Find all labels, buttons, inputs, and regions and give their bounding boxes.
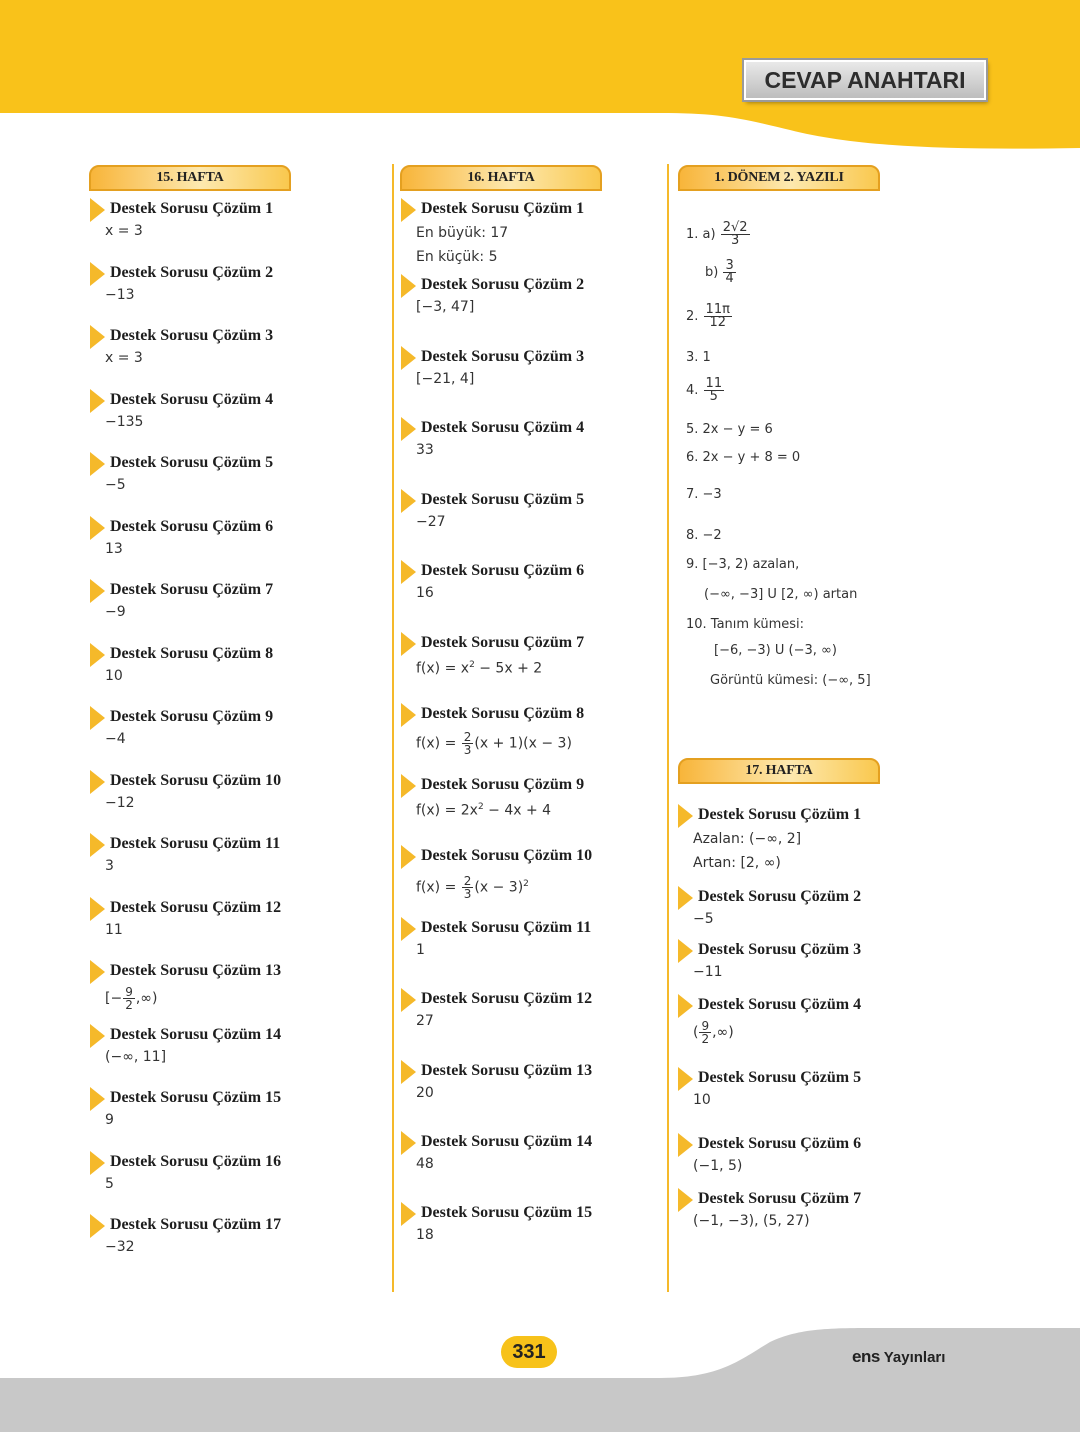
list-item: Destek Sorusu Çözüm 8 10 [88, 643, 273, 687]
answer: 27 [416, 1013, 434, 1029]
exam-q8: 8. −2 [686, 528, 722, 543]
answer: 48 [416, 1156, 434, 1172]
exam-q7: 7. −3 [686, 487, 722, 502]
list-item: Destek Sorusu Çözüm 16 5 [88, 1151, 281, 1195]
triangle-bullet-icon [678, 1067, 693, 1091]
triangle-bullet-icon [401, 1131, 416, 1155]
triangle-bullet-icon [90, 833, 105, 857]
week-17-header: 17. HAFTA [678, 758, 880, 784]
answer: 20 [416, 1085, 434, 1101]
triangle-bullet-icon [90, 262, 105, 286]
triangle-bullet-icon [90, 770, 105, 794]
triangle-bullet-icon [90, 897, 105, 921]
triangle-bullet-icon [401, 1202, 416, 1226]
answer: 18 [416, 1227, 434, 1243]
triangle-bullet-icon [90, 579, 105, 603]
column-divider [667, 164, 669, 1292]
answer: 11 [105, 922, 123, 938]
list-item: Destek Sorusu Çözüm 3 [−21, 4] [399, 346, 584, 390]
answer: −4 [105, 731, 126, 747]
answer: −12 [105, 795, 135, 811]
list-item: Destek Sorusu Çözüm 8 f(x) = $\frac{2}{3}$ (x + 1)(x − 3) [399, 703, 584, 756]
triangle-bullet-icon [678, 994, 693, 1018]
list-item: Destek Sorusu Çözüm 4 ( $\frac{9}{2}$ ,∞) [676, 994, 861, 1045]
list-item: Destek Sorusu Çözüm 11 1 [399, 917, 591, 961]
answer: [−3, 47] [416, 299, 475, 315]
exam-q5: 5. 2x − y = 6 [686, 422, 773, 437]
list-item: Destek Sorusu Çözüm 10 −12 [88, 770, 281, 814]
answer: −5 [105, 477, 126, 493]
list-item: Destek Sorusu Çözüm 12 27 [399, 988, 592, 1032]
answer: 13 [105, 541, 123, 557]
list-item: Destek Sorusu Çözüm 6 16 [399, 560, 584, 604]
exam-q1b: b) $\frac{3}{4}$ [705, 258, 734, 286]
list-item: Destek Sorusu Çözüm 6 13 [88, 516, 273, 560]
triangle-bullet-icon [678, 1188, 693, 1212]
answer: f(x) = $\frac{2}{3}$ $(x - 3)^2$ [416, 874, 529, 902]
list-item: Destek Sorusu Çözüm 14 48 [399, 1131, 592, 1175]
answer: −135 [105, 414, 144, 430]
list-item: Destek Sorusu Çözüm 2 [−3, 47] [399, 274, 584, 318]
triangle-bullet-icon [90, 516, 105, 540]
triangle-bullet-icon [401, 346, 416, 370]
answer: (−1, 5) [693, 1158, 743, 1174]
exam-q4: 4. $\frac{11}{5}$ [686, 376, 723, 404]
answer: 16 [416, 585, 434, 601]
answer: x = 3 [105, 223, 143, 239]
list-item: Destek Sorusu Çözüm 15 9 [88, 1087, 281, 1131]
triangle-bullet-icon [90, 325, 105, 349]
list-item: Destek Sorusu Çözüm 1 x = 3 [88, 198, 273, 242]
answer: ( $\frac{9}{2}$ ,∞) [693, 1019, 734, 1046]
triangle-bullet-icon [90, 706, 105, 730]
triangle-bullet-icon [90, 960, 105, 984]
answer: 3 [105, 858, 114, 874]
exam-q1a: 1. a) $\frac{2√2}{3}$ [686, 220, 748, 248]
answer: 5 [105, 1176, 114, 1192]
list-item: Destek Sorusu Çözüm 5 10 [676, 1067, 861, 1111]
answer: $f(x) = 2x^2 - 4x + 4$ [416, 802, 552, 819]
list-item: Destek Sorusu Çözüm 3 x = 3 [88, 325, 273, 369]
answer: −9 [105, 604, 126, 620]
triangle-bullet-icon [678, 1133, 693, 1157]
triangle-bullet-icon [401, 988, 416, 1012]
list-item: Destek Sorusu Çözüm 11 3 [88, 833, 280, 877]
exam-q9: 9. [−3, 2) azalan, [686, 557, 800, 572]
triangle-bullet-icon [401, 560, 416, 584]
triangle-bullet-icon [401, 845, 416, 869]
exam-q3: 3. 1 [686, 350, 711, 365]
answer: [− $\frac{9}{2}$ ,∞) [105, 985, 158, 1012]
triangle-bullet-icon [401, 417, 416, 441]
triangle-bullet-icon [401, 198, 416, 222]
triangle-bullet-icon [90, 389, 105, 413]
list-item: Destek Sorusu Çözüm 9 −4 [88, 706, 273, 750]
answer: Azalan: (−∞, 2] [693, 831, 802, 847]
page-number: 331 [501, 1336, 557, 1368]
answer: −32 [105, 1239, 135, 1255]
exam-q10-domain: [−6, −3) U (−3, ∞) [714, 643, 837, 658]
answer: [−21, 4] [416, 371, 475, 387]
answer: En küçük: 5 [416, 249, 498, 265]
list-item: Destek Sorusu Çözüm 6 (−1, 5) [676, 1133, 861, 1177]
answer: 9 [105, 1112, 114, 1128]
answer: 1 [416, 942, 425, 958]
list-item: Destek Sorusu Çözüm 7 $f(x) = x^2 - 5x + 2$ [399, 632, 584, 680]
list-item: Destek Sorusu Çözüm 5 −27 [399, 489, 584, 533]
answer: −5 [693, 911, 714, 927]
list-item: Destek Sorusu Çözüm 1 Azalan: (−∞, 2] Artan: [2, ∞) [676, 804, 861, 874]
triangle-bullet-icon [90, 1024, 105, 1048]
triangle-bullet-icon [90, 1151, 105, 1175]
triangle-bullet-icon [90, 643, 105, 667]
triangle-bullet-icon [401, 632, 416, 656]
week-15-header: 15. HAFTA [89, 165, 291, 191]
triangle-bullet-icon [401, 703, 416, 727]
list-item: Destek Sorusu Çözüm 15 18 [399, 1202, 592, 1246]
list-item: Destek Sorusu Çözüm 17 −32 [88, 1214, 281, 1258]
brand-logo: ens [852, 1347, 880, 1366]
triangle-bullet-icon [401, 274, 416, 298]
triangle-bullet-icon [401, 489, 416, 513]
list-item: Destek Sorusu Çözüm 2 −13 [88, 262, 273, 306]
triangle-bullet-icon [401, 917, 416, 941]
publisher-brand: ens Yayınları [852, 1347, 946, 1366]
list-item: Destek Sorusu Çözüm 4 33 [399, 417, 584, 461]
list-item: Destek Sorusu Çözüm 1 En büyük: 17 En küçük: 5 [399, 198, 584, 268]
exam-q10: 10. Tanım kümesi: [686, 617, 805, 632]
triangle-bullet-icon [401, 1060, 416, 1084]
answer: En büyük: 17 [416, 225, 509, 241]
answer: Artan: [2, ∞) [693, 855, 781, 871]
answer: (−∞, 11] [105, 1049, 167, 1065]
answer: 33 [416, 442, 434, 458]
answer: (−1, −3), (5, 27) [693, 1213, 810, 1229]
triangle-bullet-icon [90, 452, 105, 476]
triangle-bullet-icon [678, 939, 693, 963]
triangle-bullet-icon [678, 804, 693, 828]
exam-q10-range: Görüntü kümesi: (−∞, 5] [710, 673, 871, 688]
triangle-bullet-icon [90, 1087, 105, 1111]
list-item: Destek Sorusu Çözüm 13 20 [399, 1060, 592, 1104]
list-item: Destek Sorusu Çözüm 7 (−1, −3), (5, 27) [676, 1188, 861, 1232]
triangle-bullet-icon [90, 198, 105, 222]
page-title: CEVAP ANAHTARI [744, 60, 986, 100]
list-item: Destek Sorusu Çözüm 12 11 [88, 897, 281, 941]
answer: x = 3 [105, 350, 143, 366]
exam-header: 1. DÖNEM 2. YAZILI [678, 165, 880, 191]
list-item: Destek Sorusu Çözüm 10 f(x) = $\frac{2}{3}$ $(x - 3)^2$ [399, 845, 592, 900]
triangle-bullet-icon [90, 1214, 105, 1238]
answer: −11 [693, 964, 723, 980]
list-item: Destek Sorusu Çözüm 14 (−∞, 11] [88, 1024, 281, 1068]
exam-q9-cont: (−∞, −3] U [2, ∞) artan [704, 587, 858, 602]
exam-q2: 2. $\frac{11\pi}{12}$ [686, 302, 730, 330]
list-item: Destek Sorusu Çözüm 9 $f(x) = 2x^2 - 4x + 4$ [399, 774, 584, 822]
answer: 10 [105, 668, 123, 684]
list-item: Destek Sorusu Çözüm 2 −5 [676, 886, 861, 930]
list-item: Destek Sorusu Çözüm 13 [− $\frac{9}{2}$ ,∞) [88, 960, 281, 1011]
week-16-header: 16. HAFTA [400, 165, 602, 191]
list-item: Destek Sorusu Çözüm 4 −135 [88, 389, 273, 433]
answer: −27 [416, 514, 446, 530]
list-item: Destek Sorusu Çözüm 3 −11 [676, 939, 861, 983]
column-divider [392, 164, 394, 1292]
answer: 10 [693, 1092, 711, 1108]
exam-q6: 6. 2x − y + 8 = 0 [686, 450, 801, 465]
triangle-bullet-icon [678, 886, 693, 910]
answer: f(x) = $\frac{2}{3}$ (x + 1)(x − 3) [416, 730, 572, 757]
answer: $f(x) = x^2 - 5x + 2$ [416, 660, 543, 677]
answer: −13 [105, 287, 135, 303]
list-item: Destek Sorusu Çözüm 5 −5 [88, 452, 273, 496]
list-item: Destek Sorusu Çözüm 7 −9 [88, 579, 273, 623]
triangle-bullet-icon [401, 774, 416, 798]
